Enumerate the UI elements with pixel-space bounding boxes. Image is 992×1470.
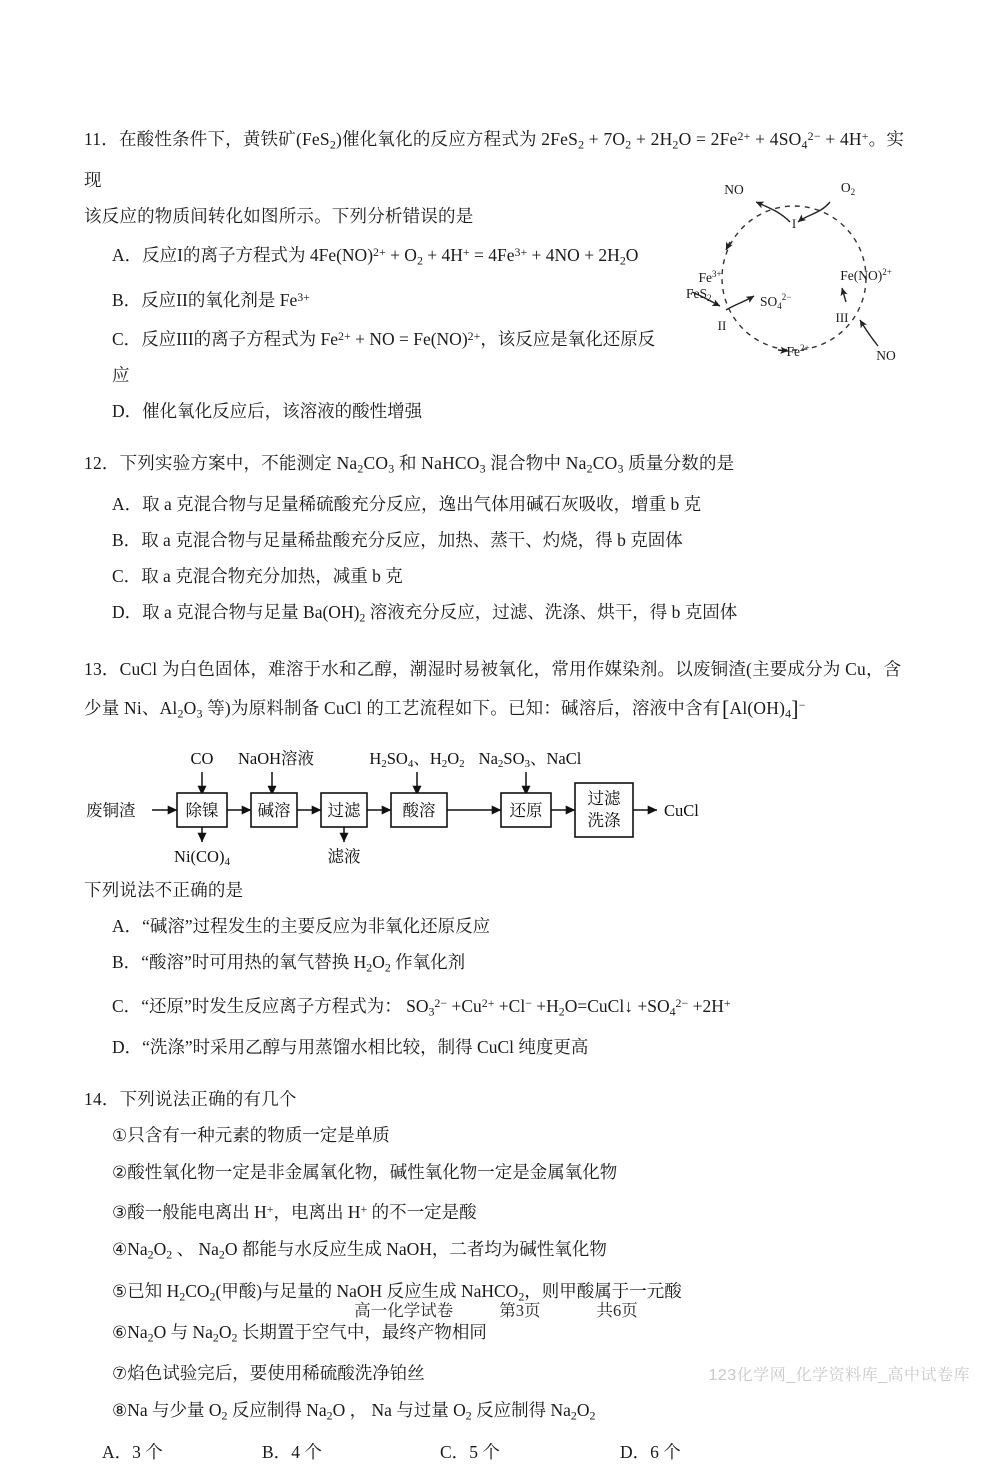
answer-c-text: 5 个 bbox=[469, 1441, 500, 1462]
option-d-label: D． bbox=[112, 601, 143, 622]
flow-output-label: CuCl bbox=[664, 800, 699, 820]
question-12-option-a bbox=[112, 486, 908, 522]
option-d-label: D． bbox=[112, 400, 143, 421]
question-13-stem-line1 bbox=[84, 651, 908, 687]
item-marker-8: ⑧ bbox=[112, 1401, 128, 1421]
item-marker-3: ③ bbox=[112, 1203, 128, 1223]
item-marker-4: ④ bbox=[112, 1240, 128, 1260]
flow-box-label-suanrong: 酸溶 bbox=[402, 800, 436, 820]
cycle-label-so4: $SO_4^{2-}$ bbox=[760, 292, 792, 311]
flowchart-svg bbox=[84, 738, 704, 870]
question-12-option-d: D．取 a 克混合物与足量 $Ba(OH)_2$ 溶液充分反应，过滤、洗涤、烘干，得 b 克固体 bbox=[112, 594, 908, 635]
option-c-text: 取 a 克混合物充分加热，减重 b 克 bbox=[141, 565, 403, 586]
answer-b-label: B． bbox=[262, 1441, 292, 1462]
flow-box-label-huanyuan: 还原 bbox=[509, 800, 543, 820]
flow-box-label-guolv: 过滤 bbox=[327, 800, 361, 820]
question-13-number: 13． bbox=[84, 659, 120, 680]
question-11-option-c-wrap: 应 bbox=[112, 364, 130, 385]
question-13-stem-text1: CuCl 为白色固体，难溶于水和乙醇，潮湿时易被氧化，常用作媒染剂。以废铜渣(主要成分为 Cu，含 bbox=[119, 659, 902, 680]
option-a-text: “碱溶”过程发生的主要反应为非氧化还原反应 bbox=[142, 915, 491, 936]
question-13-option-a bbox=[112, 908, 908, 944]
question-14-number: 14． bbox=[84, 1089, 120, 1110]
answer-a-text: 3 个 bbox=[132, 1441, 163, 1462]
cycle-label-stage-3: III bbox=[835, 310, 849, 325]
option-c-label: C． bbox=[112, 565, 142, 586]
item-marker-6: ⑥ bbox=[112, 1322, 128, 1342]
answer-option-c bbox=[440, 1434, 620, 1470]
cycle-label-o2: $O_2$ bbox=[840, 180, 856, 197]
question-14-item-5: ⑤已知 $H_2CO_2$(甲酸)与足量的 NaOH 反应生成 NaHCO$_2$，则甲酸属于一元酸 bbox=[112, 1280, 682, 1303]
item-text-1: 只含有一种元素的物质一定是单质 bbox=[127, 1125, 390, 1146]
option-d-text: 催化氧化反应后，该溶液的酸性增强 bbox=[142, 400, 423, 421]
question-14-stem-text: 下列说法正确的有几个 bbox=[119, 1089, 297, 1110]
item-text-7: 焰色试验完后，要使用稀硫酸洗净铂丝 bbox=[127, 1363, 425, 1384]
question-12-stem: 12．下列实验方案中，不能测定 $Na_2CO_3$ 和 NaHCO$_3$ 混合物中 $Na_2CO_3$ 质量分数的是 bbox=[84, 452, 735, 475]
answer-option-b bbox=[262, 1434, 440, 1470]
option-c-label: C． bbox=[112, 328, 142, 349]
flow-box-label-guolv2: 过滤 bbox=[587, 788, 621, 808]
flow-box-label-jianrong: 碱溶 bbox=[257, 800, 291, 820]
item-text-2: 酸性氧化物一定是非金属氧化物，碱性氧化物一定是金属氧化物 bbox=[127, 1162, 618, 1183]
question-11-stem-line2: 该反应的物质间转化如图所示。下列分析错误的是 bbox=[84, 206, 474, 227]
cycle-label-fes2: FeS$_2$ bbox=[686, 286, 712, 303]
flow-box-label-xidi: 洗涤 bbox=[587, 810, 621, 830]
footer-page-number: 第3页 bbox=[499, 1301, 541, 1320]
cycle-label-feno: Fe(NO)$^{2+}$ bbox=[840, 267, 892, 283]
option-a-label: A． bbox=[112, 915, 143, 936]
item-marker-2: ② bbox=[112, 1163, 128, 1183]
question-13-stem-line2: 少量 Ni、$Al_2O_3$ 等)为原料制备 CuCl 的工艺流程如下。已知：碱溶后，溶液中含有 $[Al(OH)_4]^-$ bbox=[84, 697, 806, 722]
page-content bbox=[84, 118, 908, 1470]
question-12-option-c bbox=[112, 558, 908, 594]
cycle-label-stage-1: I bbox=[791, 216, 797, 231]
question-14 bbox=[84, 1081, 908, 1469]
option-a-text: 取 a 克混合物与足量稀硫酸充分反应，逸出气体用碱石灰吸收，增重 b 克 bbox=[142, 493, 702, 514]
flow-top-input-naoh: NaOH溶液 bbox=[237, 748, 315, 768]
option-d-text: “洗涤”时采用乙醇与用蒸馏水相比较，制得 CuCl 纯度更高 bbox=[142, 1037, 589, 1058]
answer-c-label: C． bbox=[440, 1441, 470, 1462]
question-14-item-8: ⑧Na 与少量 $O_2$ 反应制得 $Na_2O$ ， Na 与过量 $O_2$ 反应制得 $Na_2O_2$ bbox=[112, 1400, 596, 1423]
question-12 bbox=[84, 445, 908, 636]
question-14-item-2 bbox=[112, 1154, 908, 1191]
question-11-number: 11． bbox=[84, 128, 119, 149]
answer-option-a bbox=[102, 1434, 262, 1470]
question-11-option-c: C．反应III的离子方程式为 $Fe^{2+}$ + NO = Fe(NO)$^{2+}$，该反应是氧化还原反 bbox=[112, 318, 908, 357]
question-11-option-d bbox=[112, 393, 908, 429]
flow-top-input-h2so4: H2SO4、H2O2 bbox=[369, 748, 465, 770]
cucl-process-flowchart bbox=[84, 738, 908, 870]
option-c-label: C． bbox=[112, 995, 142, 1016]
flow-top-input-na2so3: Na2SO3、NaCl bbox=[478, 748, 582, 770]
answer-b-text: 4 个 bbox=[291, 1441, 322, 1462]
question-12-option-b bbox=[112, 522, 908, 558]
page-footer bbox=[0, 1297, 992, 1321]
option-b-text: 取 a 克混合物与足量稀盐酸充分反应，加热、蒸干、灼烧，得 b 克固体 bbox=[141, 529, 683, 550]
cycle-label-no-top: NO bbox=[724, 182, 744, 197]
watermark: 123化学网_化学资料库_高中试卷库 bbox=[708, 1367, 970, 1384]
answer-d-label: D． bbox=[620, 1441, 651, 1462]
flow-box-label-chunie: 除镍 bbox=[185, 800, 219, 820]
cycle-label-stage-2: II bbox=[717, 318, 727, 333]
answer-d-text: 6 个 bbox=[650, 1441, 681, 1462]
item-marker-1: ① bbox=[112, 1126, 128, 1146]
option-b-label: B． bbox=[112, 951, 142, 972]
flow-bottom-output-nico4: Ni(CO)4 bbox=[174, 846, 230, 868]
flow-input-label: 废铜渣 bbox=[86, 800, 136, 820]
option-b-label: B． bbox=[112, 289, 142, 310]
question-12-number: 12． bbox=[84, 452, 120, 473]
question-13-option-d bbox=[112, 1029, 908, 1065]
cycle-svg bbox=[670, 170, 918, 370]
flow-top-input-co: CO bbox=[190, 748, 214, 768]
question-13-option-b: B．“酸溶”时可用热的氧气替换 $H_2O_2$ 作氧化剂 bbox=[112, 944, 908, 985]
cycle-label-no-bottom: NO bbox=[876, 348, 896, 363]
question-11-option-b: B．反应II的氧化剂是 $Fe^{3+}$ bbox=[112, 279, 908, 318]
item-marker-7: ⑦ bbox=[112, 1364, 128, 1384]
answer-option-d bbox=[620, 1434, 681, 1470]
question-14-item-6: $⑥Na_2O$ 与 $Na_2O_2$ 长期置于空气中，最终产物相同 bbox=[112, 1321, 487, 1345]
item-marker-5: ⑤ bbox=[112, 1281, 128, 1301]
question-11-option-a: A．反应I的离子方程式为 $4Fe(NO)^{2+} + O_2 + 4H^+ = 4Fe^{3+} + 4NO + 2H_2O$ bbox=[112, 234, 908, 278]
question-13 bbox=[84, 651, 908, 1065]
question-14-item-1 bbox=[112, 1117, 908, 1154]
question-11-stem-line1: 在酸性条件下，黄铁矿(FeS$_2$)催化氧化的反应方程式为 $2FeS_2 + 7O_2 + 2H_2O = 2Fe^{2+} + 4SO_4^{2-} + 4H^+$。实现 bbox=[84, 128, 905, 191]
option-a-label: A． bbox=[112, 245, 143, 266]
question-14-item-4: $④Na_2O_2$ 、 $Na_2O$ 都能与水反应生成 NaOH，二者均为碱性氧化物 bbox=[112, 1239, 607, 1262]
answer-a-label: A． bbox=[102, 1441, 133, 1462]
option-d-label: D． bbox=[112, 1037, 143, 1058]
option-b-label: B． bbox=[112, 529, 142, 550]
question-14-stem bbox=[84, 1081, 908, 1117]
flow-bottom-output-filtrate: 滤液 bbox=[327, 846, 361, 866]
question-13-prompt: 下列说法不正确的是 bbox=[84, 879, 244, 900]
footer-total-pages: 共6页 bbox=[596, 1301, 638, 1320]
question-14-answer-row bbox=[102, 1434, 908, 1470]
cycle-label-fe3: $Fe^{3+}$ bbox=[698, 269, 722, 285]
question-13-option-c: C．“还原”时发生反应离子方程式为： $SO_3^{2-} +Cu^{2+} +Cl^-$ $+H_2O=CuCl↓ +SO_4^{2-} +2H^+$ bbox=[112, 985, 908, 1029]
question-14-item-3: ③酸一般能电离出 H+，电离出 H+ 的不一定是酸 bbox=[112, 1202, 477, 1223]
question-11 bbox=[84, 118, 908, 429]
cycle-label-fe2: $Fe^{2+}$ bbox=[786, 343, 810, 359]
footer-title: 高一化学试卷 bbox=[354, 1301, 454, 1320]
option-a-label: A． bbox=[112, 493, 143, 514]
catalytic-cycle-diagram bbox=[670, 170, 918, 370]
